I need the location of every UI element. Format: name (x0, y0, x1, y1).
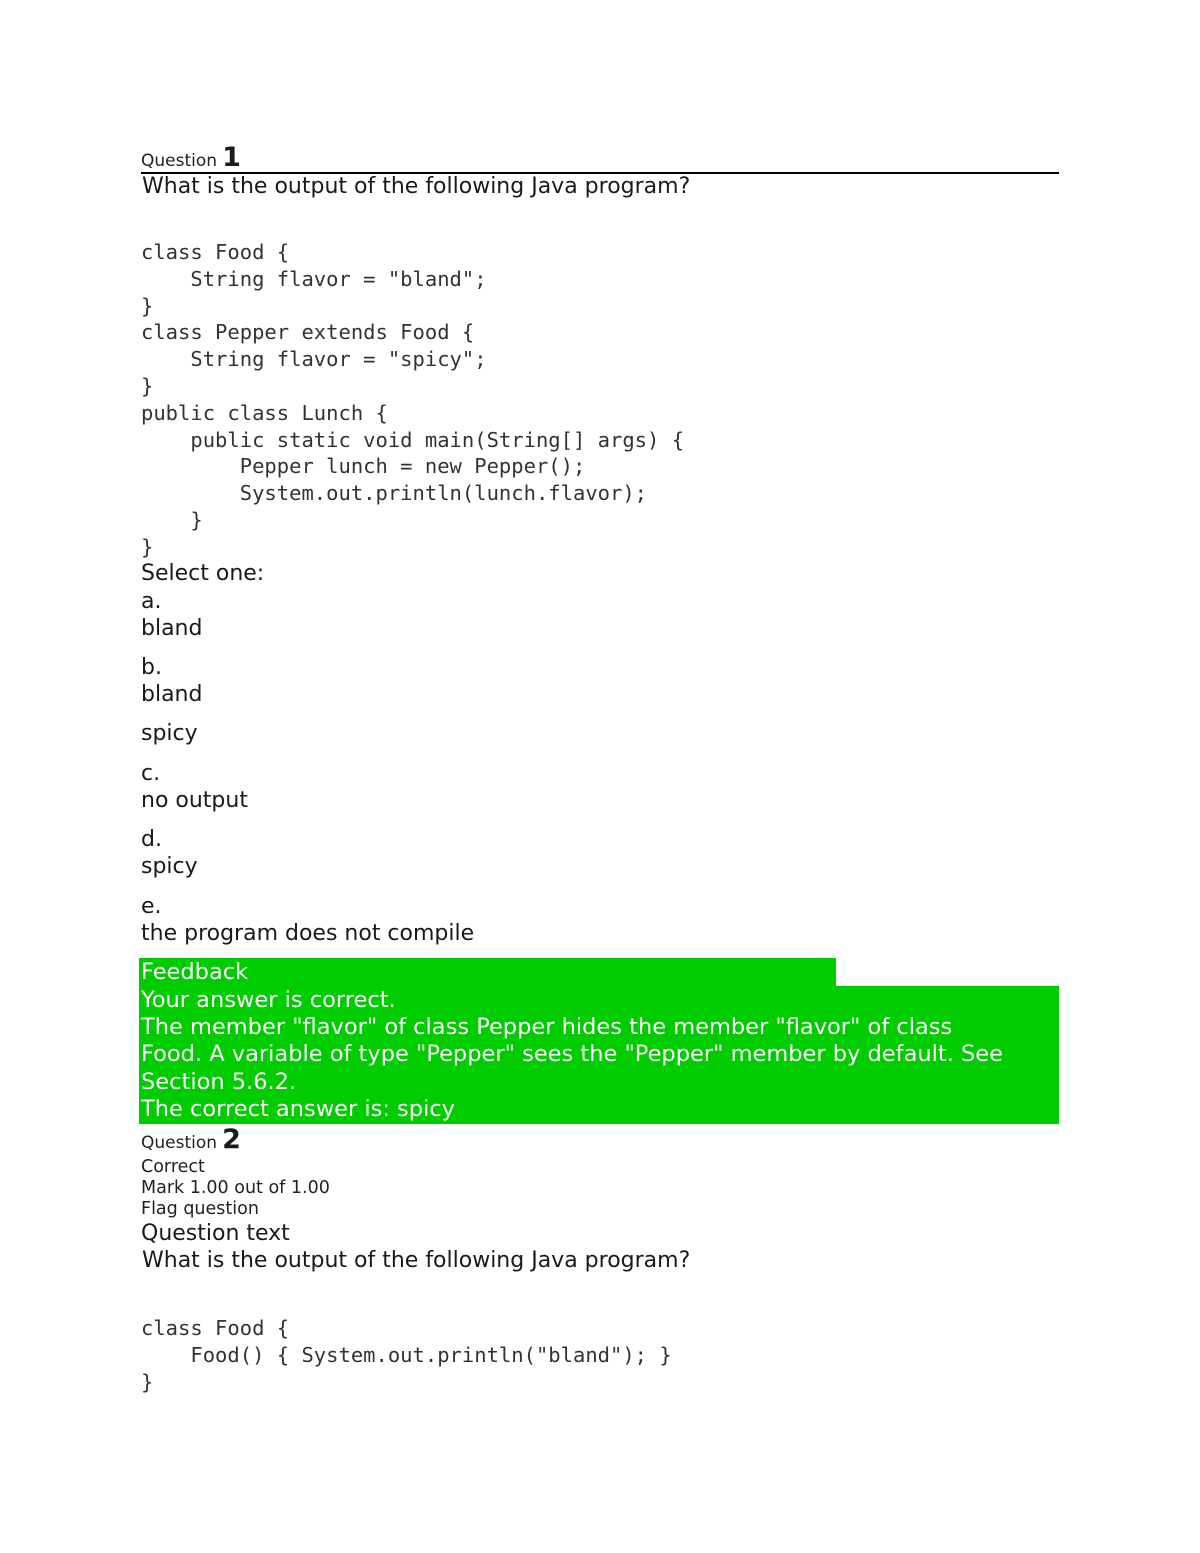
question-number: 2 (222, 1124, 241, 1155)
question-1-code: class Food { String flavor = "bland"; } class Pepper extends Food { String flavor = "spicy"; } public class Lunch { public static void main(String[] args) { Pepper lunch = new Pepper(); System.out.println(lunch.flavor); } } (141, 240, 685, 559)
flag-question-link[interactable]: Flag question (141, 1199, 259, 1219)
question-2-prompt: What is the output of the following Java program? (142, 1248, 691, 1273)
question-2-status: Correct (141, 1157, 205, 1177)
feedback-title: Feedback (141, 959, 249, 985)
select-one-label: Select one: (141, 561, 265, 586)
option-e-letter[interactable]: e. (141, 894, 162, 919)
option-c-text[interactable]: no output (141, 788, 248, 813)
question-text-label: Question text (141, 1221, 290, 1246)
option-b-text[interactable]: bland (141, 682, 203, 707)
question-1-prompt: What is the output of the following Java program? (142, 174, 691, 199)
question-number: 1 (222, 142, 241, 173)
question-label: Question (141, 151, 218, 171)
option-d-text[interactable]: spicy (141, 854, 198, 879)
option-d-letter[interactable]: d. (141, 827, 162, 852)
question-2-code: class Food { Food() { System.out.println("bland"); } } (141, 1316, 672, 1394)
option-b-letter[interactable]: b. (141, 655, 162, 680)
question-2-header (141, 1124, 241, 1155)
option-c-letter[interactable]: c. (141, 761, 161, 786)
feedback-correct-answer: The correct answer is: spicy (141, 1096, 456, 1122)
feedback-explanation-line: Food. A variable of type "Pepper" sees the "Pepper" member by default. See (141, 1041, 1003, 1067)
option-a-letter[interactable]: a. (141, 589, 162, 614)
option-a-text[interactable]: bland (141, 616, 203, 641)
option-b-text-line2[interactable]: spicy (141, 721, 198, 746)
question-2-mark: Mark 1.00 out of 1.00 (141, 1178, 330, 1198)
feedback-explanation-line: Section 5.6.2. (141, 1069, 297, 1095)
option-e-text[interactable]: the program does not compile (141, 921, 475, 946)
question-label: Question (141, 1133, 218, 1153)
feedback-result: Your answer is correct. (141, 987, 396, 1013)
question-1-header (141, 142, 241, 173)
feedback-explanation-line: The member "flavor" of class Pepper hides the member "flavor" of class (141, 1014, 953, 1040)
